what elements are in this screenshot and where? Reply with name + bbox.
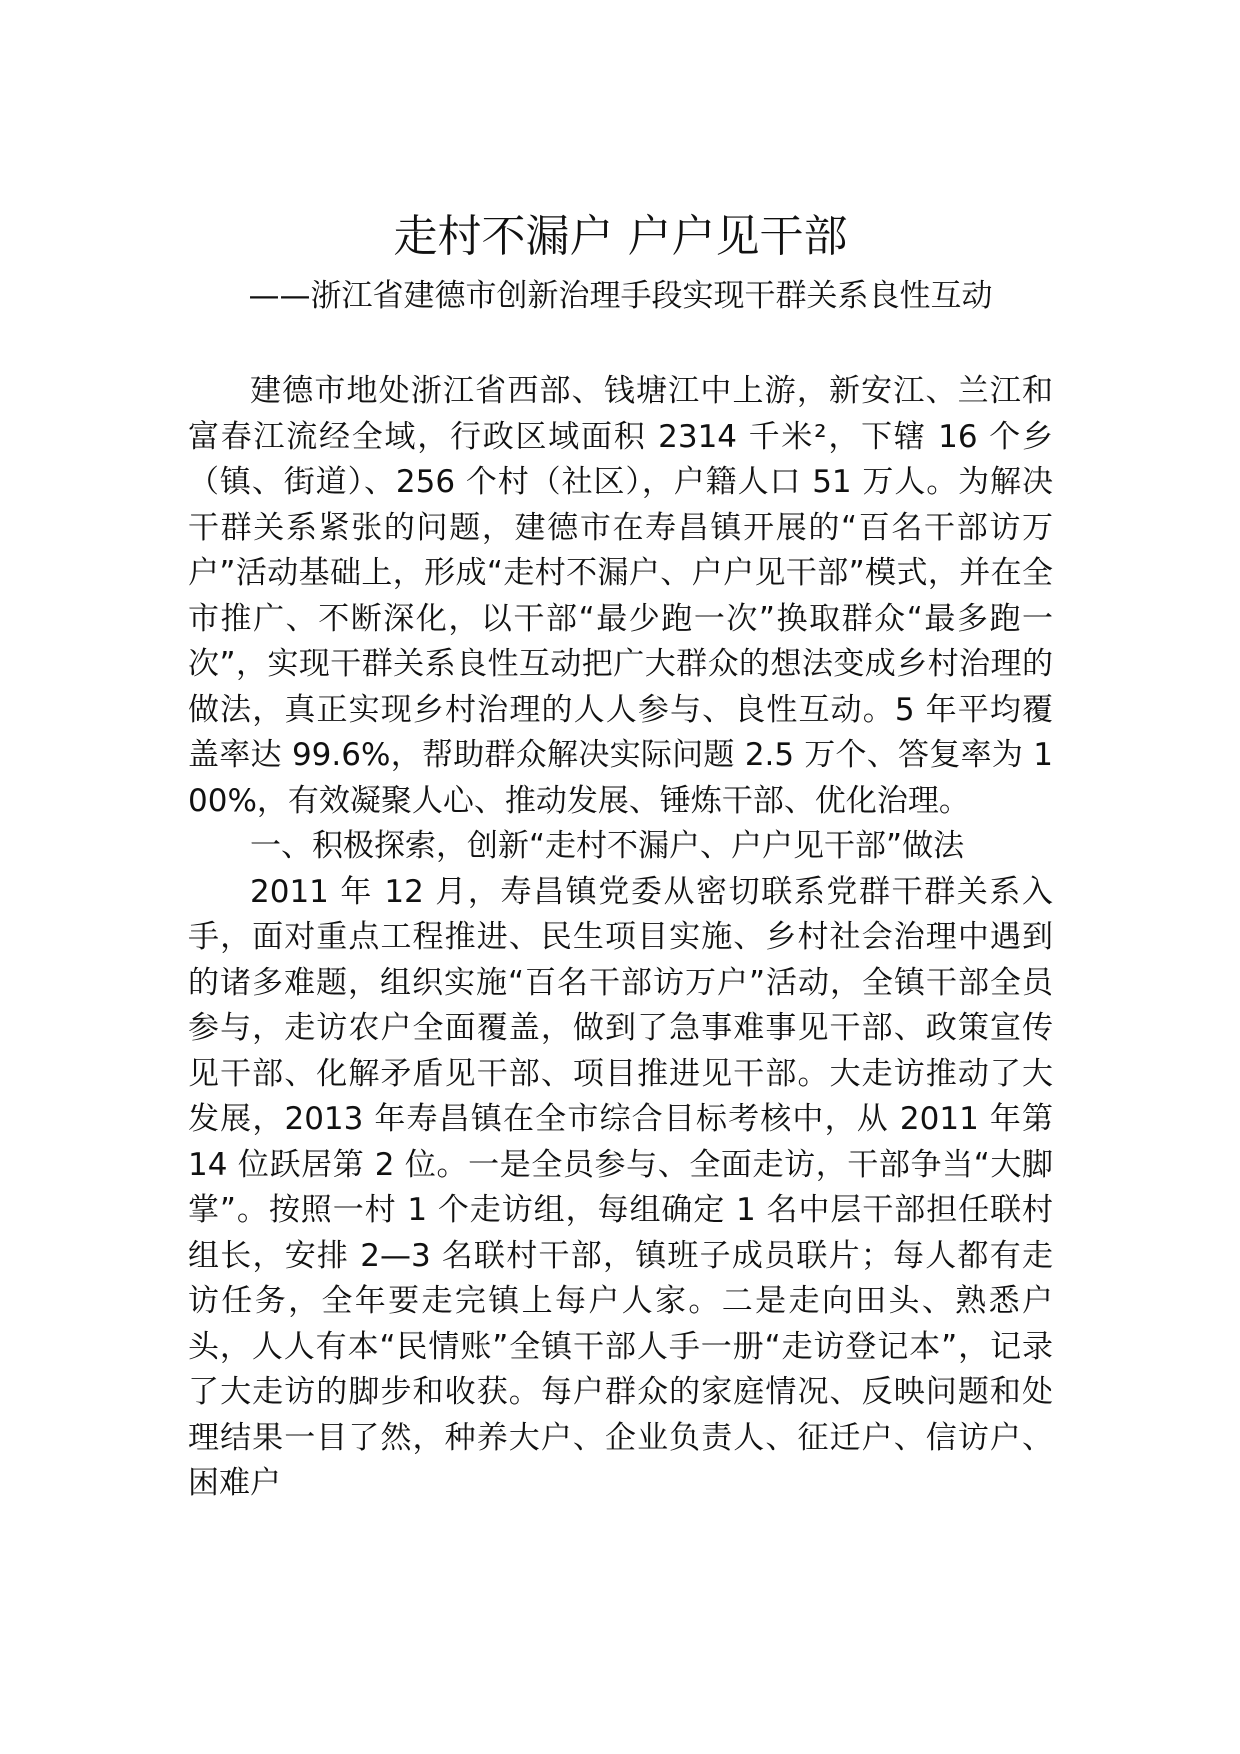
intro-paragraph: 建德市地处浙江省西部、钱塘江中上游，新安江、兰江和富春江流经全域，行政区域面积 2314 千米²，下辖 16 个乡（镇、街道）、256 个村（社区），户籍人口 51 万人。为解决干群关系紧张的问题，建德市在寿昌镇开展的“百名干部访万户”活动基础上，形成“走村不漏户、户户见干部”模式，并在全市推广、不断深化，以干部“最少跑一次”换取群众“最多跑一次”，实现干群关系良性互动把广大群众的想法变成乡村治理的做法，真正实现乡村治理的人人参与、良性互动。5 年平均覆盖率达 99.6%，帮助群众解决实际问题 2.5 万个、答复率为 100%，有效凝聚人心、推动发展、锤炼干部、优化治理。 <box>188 373 1053 819</box>
section-heading: 一、积极探索，创新“走村不漏户、户户见干部”做法 <box>250 828 965 864</box>
document-page <box>188 208 1053 1507</box>
section-paragraph: 2011 年 12 月，寿昌镇党委从密切联系党群干群关系入手，面对重点工程推进、民生项目实施、乡村社会治理中遇到的诸多难题，组织实施“百名干部访万户”活动，全镇干部全员参与，走访农户全面覆盖，做到了急事难事见干部、政策宣传见干部、化解矛盾见干部、项目推进见干部。大走访推动了大发展，2013 年寿昌镇在全市综合目标考核中，从 2011 年第 14 位跃居第 2 位。一是全员参与、全面走访，干部争当“大脚掌”。按照一村 1 个走访组，每组确定 1 名中层干部担任联村组长，安排 2—3 名联村干部，镇班子成员联片；每人都有走访任务，全年要走完镇上每户人家。二是走向田头、熟悉户头，人人有本“民情账”全镇干部人手一册“走访登记本”，记录了大走访的脚步和收获。每户群众的家庭情况、反映问题和处理结果一目了然，种养大户、企业负责人、征迁户、信访户、困难户 <box>188 873 1053 1501</box>
document-subtitle: ——浙江省建德市创新治理手段实现干群关系良性互动 <box>248 278 993 314</box>
document-title: 走村不漏户 户户见干部 <box>393 211 848 262</box>
document-body <box>188 369 1053 1507</box>
